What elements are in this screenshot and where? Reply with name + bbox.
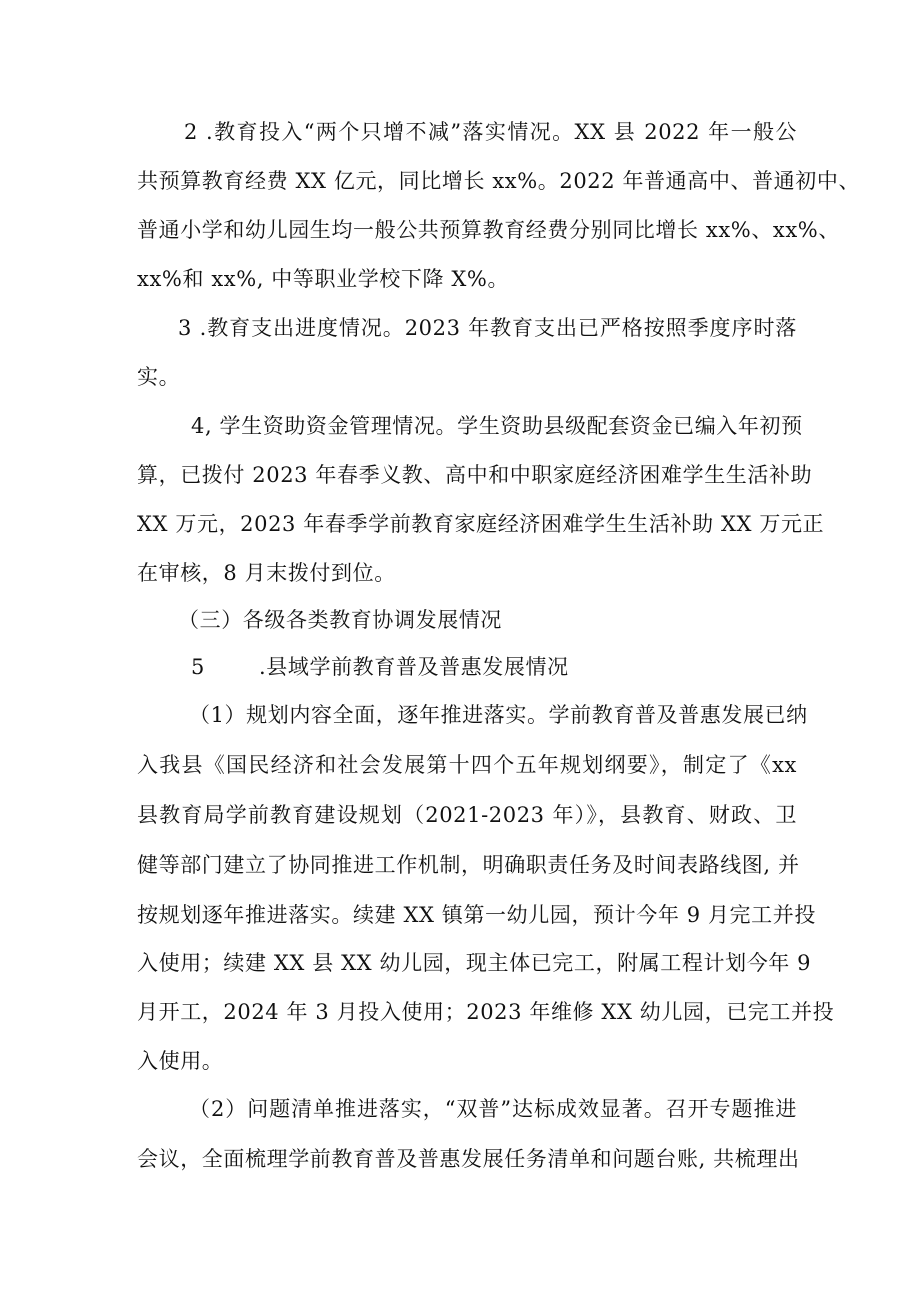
paragraph-1-line-5: 按规划逐年推进落实。续建 XX 镇第一幼儿园，预计今年 9 月完工并投: [137, 903, 816, 927]
paragraph-1-line-8: 入使用。: [137, 1049, 224, 1073]
item-5-title: .县域学前教育普及普惠发展情况: [259, 655, 569, 679]
paragraph-2b-line-2: 会议，全面梳理学前教育普及普惠发展任务清单和问题台账, 共梳理出: [137, 1147, 800, 1171]
section-heading-3: （三）各级各类教育协调发展情况: [178, 608, 502, 632]
paragraph-4-line-1: 4, 学生资助资金管理情况。学生资助县级配套资金已编入年初预: [191, 414, 803, 438]
paragraph-2-line-2: 共预算教育经费 XX 亿元，同比增长 xx%。2022 年普通高中、普通初中、: [137, 169, 861, 193]
paragraph-1-line-1: （1）规划内容全面，逐年推进落实。学前教育普及普惠发展已纳: [189, 703, 808, 727]
paragraph-4-line-4: 在审核，8 月末拨付到位。: [137, 561, 396, 585]
paragraph-4-line-3: XX 万元，2023 年春季学前教育家庭经济困难学生生活补助 XX 万元正: [137, 512, 825, 536]
paragraph-2-line-3: 普通小学和幼儿园生均一般公共预算教育经费分别同比增长 xx%、xx%、: [137, 218, 840, 242]
paragraph-2-line-4: xx%和 xx%, 中等职业学校下降 X%。: [137, 267, 510, 291]
paragraph-1-line-4: 健等部门建立了协同推进工作机制，明确职责任务及时间表路线图, 并: [137, 853, 800, 877]
paragraph-3-line-1: 3 .教育支出进度情况。2023 年教育支出已严格按照季度序时落: [178, 316, 797, 340]
item-5-number: 5: [191, 655, 205, 679]
paragraph-1-line-7: 月开工，2024 年 3 月投入使用；2023 年维修 XX 幼儿园，已完工并投: [137, 1000, 835, 1024]
paragraph-1-line-3: 县教育局学前教育建设规划（2021-2023 年）》，县教育、财政、卫: [137, 803, 797, 827]
paragraph-3-line-2: 实。: [137, 365, 181, 389]
paragraph-2-line-1: 2 .教育投入“两个只增不减”落实情况。XX 县 2022 年一般公: [184, 120, 797, 144]
paragraph-2b-line-1: （2）问题清单推进落实，“双普”达标成效显著。召开专题推进: [189, 1097, 797, 1121]
paragraph-4-line-2: 算，已拨付 2023 年春季义教、高中和中职家庭经济困难学生生活补助: [137, 463, 813, 487]
paragraph-1-line-2: 入我县《国民经济和社会发展第十四个五年规划纲要》，制定了《xx: [137, 753, 797, 777]
paragraph-1-line-6: 入使用；续建 XX 县 XX 幼儿园，现主体已完工，附属工程计划今年 9: [137, 951, 812, 975]
